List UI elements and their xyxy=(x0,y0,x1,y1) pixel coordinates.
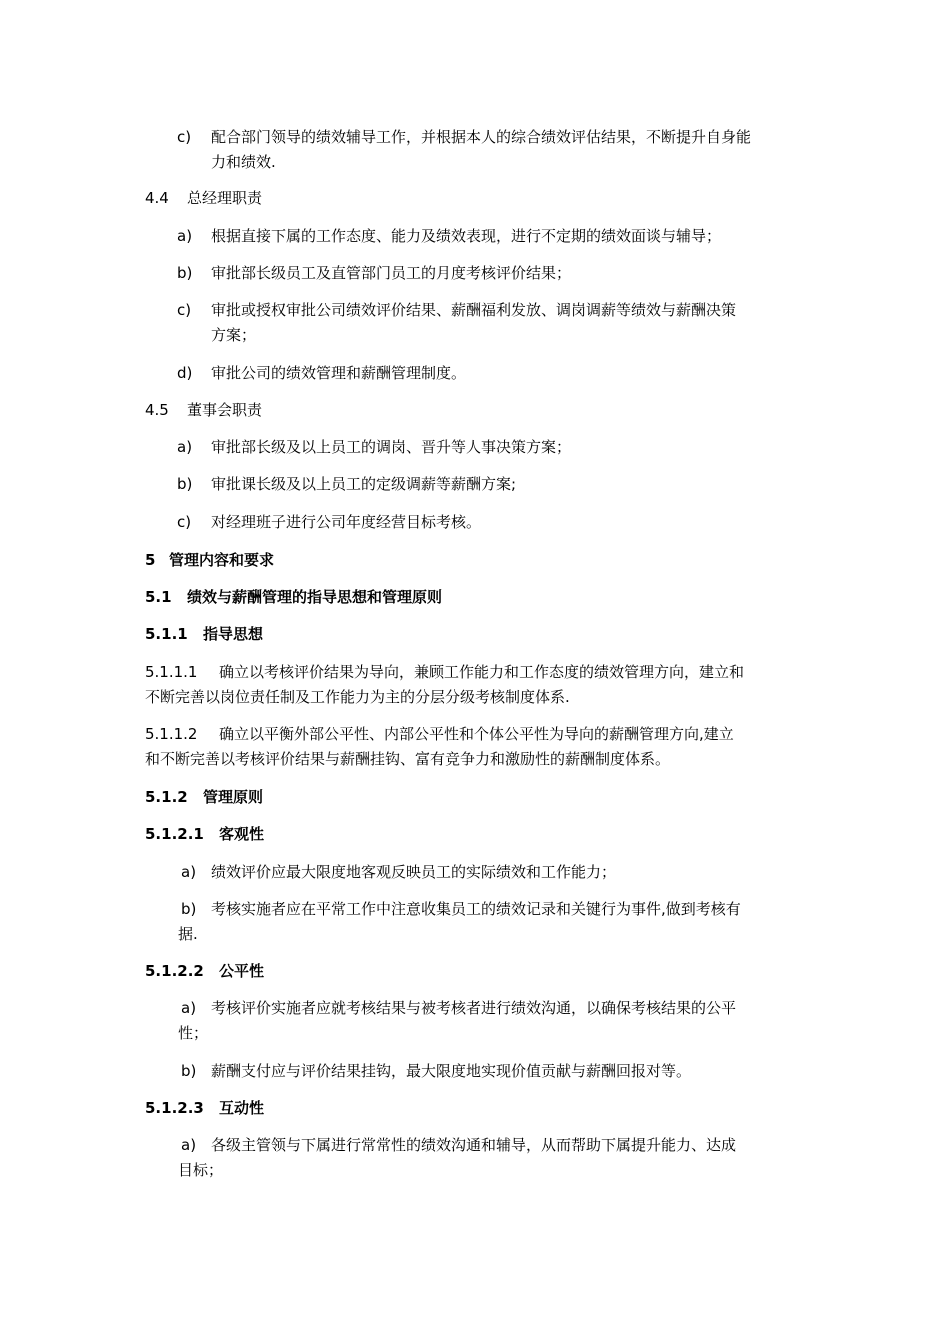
list-item xyxy=(177,510,481,535)
list-text: 审批课长级及以上员工的定级调薪等薪酬方案; xyxy=(211,475,517,493)
section-title: 公平性 xyxy=(219,962,265,980)
paragraph-continuation: 不断完善以岗位责任制及工作能力为主的分层分级考核制度体系. xyxy=(145,688,570,706)
list-marker: a) xyxy=(181,1136,197,1154)
section-title: 董事会职责 xyxy=(187,401,263,419)
section-heading xyxy=(145,785,263,810)
list-item xyxy=(181,996,736,1021)
list-marker: a) xyxy=(177,438,193,456)
list-item xyxy=(177,298,736,323)
section-number: 5.1.2.2 xyxy=(145,962,204,980)
paragraph-number: 5.1.1.2 xyxy=(145,725,198,743)
list-marker: a) xyxy=(181,999,197,1017)
list-marker: c) xyxy=(177,513,192,531)
list-item xyxy=(177,472,516,497)
section-title: 互动性 xyxy=(219,1099,265,1117)
paragraph-text: 确立以平衡外部公平性、内部公平性和个体公平性为导向的薪酬管理方向,建立 xyxy=(219,725,734,743)
list-text: 审批部长级员工及直管部门员工的月度考核评价结果； xyxy=(211,264,572,282)
section-number: 5.1 xyxy=(145,588,172,606)
section-heading xyxy=(145,585,442,610)
section-number: 5.1.2.3 xyxy=(145,1099,204,1117)
list-item xyxy=(181,1059,691,1084)
list-text: 各级主管领与下属进行常常性的绩效沟通和辅导，从而帮助下属提升能力、达成 xyxy=(211,1136,737,1154)
list-marker: b) xyxy=(181,1062,197,1080)
list-text: 配合部门领导的绩效辅导工作，并根据本人的综合绩效评估结果，不断提升自身能 xyxy=(211,128,752,146)
section-number: 4.4 xyxy=(145,189,169,207)
list-text: 考核实施者应在平常工作中注意收集员工的绩效记录和关键行为事件,做到考核有 xyxy=(211,900,741,918)
section-heading xyxy=(145,1096,264,1121)
list-item xyxy=(177,361,466,386)
section-number: 5 xyxy=(145,551,156,569)
list-text: 审批或授权审批公司绩效评价结果、薪酬福利发放、调岗调薪等绩效与薪酬决策 xyxy=(211,301,737,319)
list-text: 考核评价实施者应就考核结果与被考核者进行绩效沟通，以确保考核结果的公平 xyxy=(211,999,737,1017)
list-item xyxy=(181,860,616,885)
section-heading xyxy=(145,186,262,211)
list-item xyxy=(177,261,571,286)
list-text-continuation: 据. xyxy=(178,925,198,943)
list-marker: c) xyxy=(177,301,192,319)
list-item xyxy=(177,435,571,460)
section-title: 管理原则 xyxy=(203,788,264,806)
list-text: 对经理班子进行公司年度经营目标考核。 xyxy=(211,513,482,531)
section-title: 总经理职责 xyxy=(187,189,263,207)
section-number: 5.1.2 xyxy=(145,788,188,806)
paragraph xyxy=(145,660,744,685)
list-item xyxy=(177,125,751,150)
list-text-continuation: 目标； xyxy=(178,1161,224,1179)
section-heading xyxy=(145,822,264,847)
list-text-continuation: 方案； xyxy=(211,326,257,344)
list-text-continuation: 力和绩效. xyxy=(211,153,276,171)
section-heading xyxy=(145,959,264,984)
paragraph-text: 确立以考核评价结果为导向，兼顾工作能力和工作态度的绩效管理方向，建立和 xyxy=(219,663,745,681)
list-text-continuation: 性； xyxy=(178,1024,209,1042)
section-title: 管理内容和要求 xyxy=(169,551,275,569)
section-title: 客观性 xyxy=(219,825,265,843)
list-item xyxy=(177,224,721,249)
section-number: 5.1.2.1 xyxy=(145,825,204,843)
list-text: 根据直接下属的工作态度、能力及绩效表现，进行不定期的绩效面谈与辅导； xyxy=(211,227,722,245)
list-marker: a) xyxy=(177,227,193,245)
list-text: 审批部长级及以上员工的调岗、晋升等人事决策方案； xyxy=(211,438,572,456)
list-item xyxy=(181,897,741,922)
list-marker: c) xyxy=(177,128,192,146)
section-heading xyxy=(145,548,274,573)
list-text: 审批公司的绩效管理和薪酬管理制度。 xyxy=(211,364,467,382)
list-text: 薪酬支付应与评价结果挂钩，最大限度地实现价值贡献与薪酬回报对等。 xyxy=(211,1062,692,1080)
section-title: 指导思想 xyxy=(203,625,264,643)
paragraph-continuation: 和不断完善以考核评价结果与薪酬挂钩、富有竞争力和激励性的薪酬制度体系。 xyxy=(145,750,671,768)
section-title: 绩效与薪酬管理的指导思想和管理原则 xyxy=(187,588,443,606)
list-marker: d) xyxy=(177,364,193,382)
section-heading xyxy=(145,398,262,423)
list-text: 绩效评价应最大限度地客观反映员工的实际绩效和工作能力； xyxy=(211,863,617,881)
list-marker: a) xyxy=(181,863,197,881)
list-marker: b) xyxy=(181,900,197,918)
section-heading xyxy=(145,622,263,647)
list-marker: b) xyxy=(177,264,193,282)
section-number: 4.5 xyxy=(145,401,169,419)
list-item xyxy=(181,1133,736,1158)
section-number: 5.1.1 xyxy=(145,625,188,643)
paragraph xyxy=(145,722,734,747)
paragraph-number: 5.1.1.1 xyxy=(145,663,198,681)
list-marker: b) xyxy=(177,475,193,493)
